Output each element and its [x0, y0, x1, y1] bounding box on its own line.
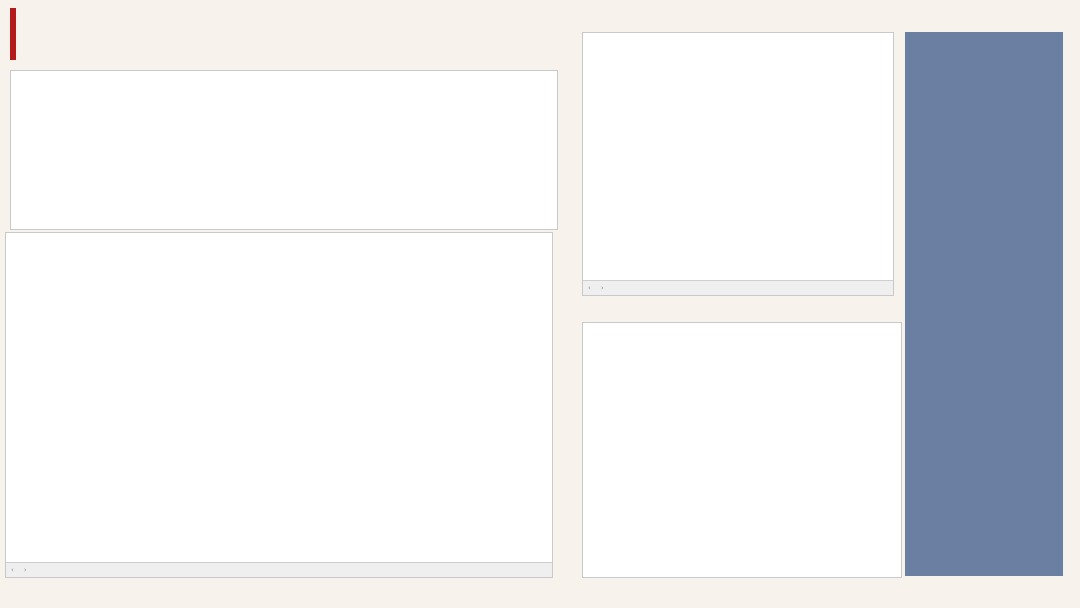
- summary-panel: [905, 32, 1063, 576]
- tab-scroll-left-icon[interactable]: ‹: [588, 284, 591, 292]
- title-accent-bar: [10, 8, 16, 60]
- tab-scroll-right-icon[interactable]: ›: [23, 566, 27, 574]
- competition-awards-table: [10, 70, 558, 230]
- sheet-tabs-bar: [583, 280, 893, 295]
- papers-table: [582, 322, 902, 578]
- tab-scroll-right-icon[interactable]: ›: [600, 284, 604, 292]
- national-contest-sheet: [582, 32, 894, 296]
- contest-records-sheet: [5, 232, 553, 578]
- tab-scroll-left-icon[interactable]: ‹: [11, 566, 14, 574]
- sheet-tabs-bar: [6, 562, 552, 577]
